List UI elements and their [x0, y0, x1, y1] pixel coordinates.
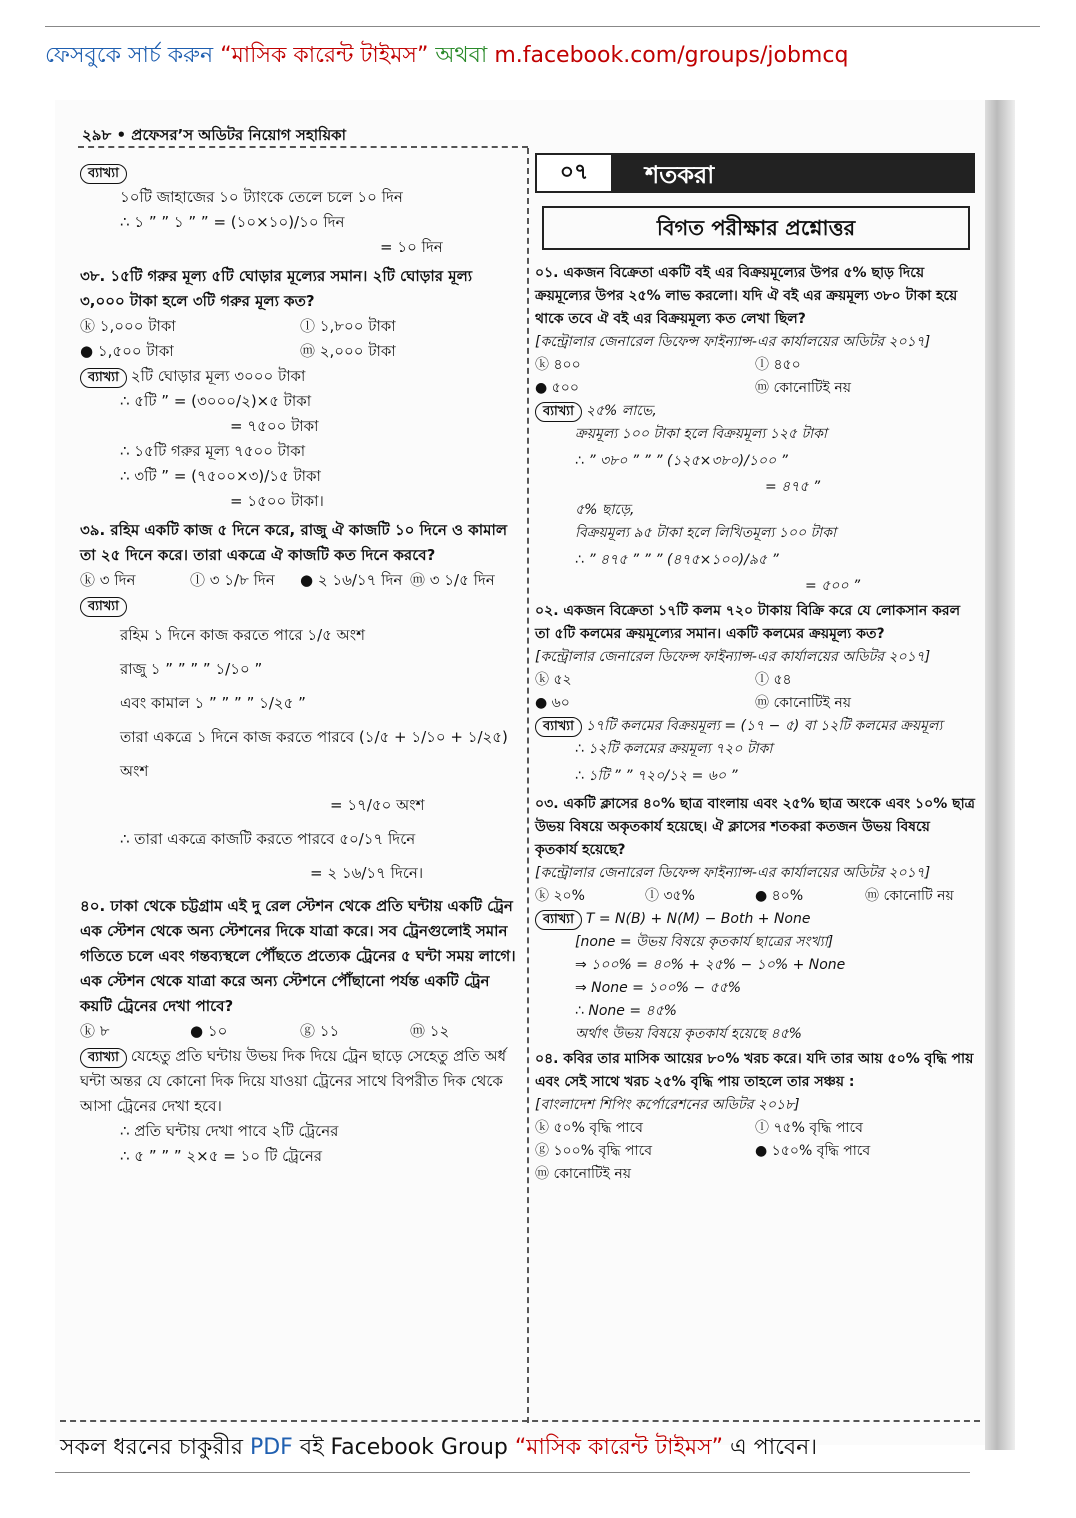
option[interactable]: ⓜ ১২ [410, 1022, 450, 1040]
explanation-label: ব্যাখ্যা [80, 597, 127, 617]
solution-line: T = N(B) + N(M) − Both + None [585, 911, 811, 927]
chapter-number: ০৭ [535, 153, 613, 193]
solution-line: ∴ ৫টি ” = (৩০০০/২)×৫ টাকা [120, 392, 312, 410]
options-01 [535, 354, 975, 400]
options-40 [80, 1019, 520, 1044]
option-correct[interactable]: ● ৫০০ [535, 380, 579, 396]
banner-text-1: ফেসবুকে সার্চ করুন [45, 43, 214, 68]
option[interactable]: ⓚ ১,০০০ টাকা [80, 317, 176, 335]
solution-line: এবং কামাল ১ ” ” ” ” ১/২৫ ” [120, 694, 306, 712]
solution-line: = ৫০০ ” [805, 578, 861, 594]
top-rule [45, 26, 1040, 27]
solution-line: তারা একত্রে ১ দিনে কাজ করতে পারবে (১/৫ + ১/১০ + ১/২৫) অংশ [120, 728, 508, 780]
option-correct[interactable]: ● ২ ১৬/১৭ দিন [300, 571, 403, 589]
header-dashed-rule [78, 146, 528, 148]
question-source: [বাংলাদেশ শিপিং কর্পোরেশনের অডিটর ২০১৮] [535, 1097, 800, 1113]
solution-line: রহিম ১ দিনে কাজ করতে পারে ১/৫ অংশ [120, 626, 365, 644]
solution-line: ২৫% লাভে, [585, 403, 657, 419]
option[interactable]: ⓖ ১১ [300, 1022, 340, 1040]
option[interactable]: ⓚ ২০% [535, 888, 585, 904]
question-04: ০৪. কবির তার মাসিক আয়ের ৮০% খরচ করে। যদি তার আয় ৫০% বৃদ্ধি পায় এবং সেই সাথে খরচ ২৫% বৃদ্ধি পায় তাহলে তার সঞ্চয় : [535, 1051, 974, 1090]
solution-line: বিক্রয়মূল্য ৯৫ টাকা হলে লিখিতমূল্য ১০০ টাকা [575, 525, 837, 541]
solution-line: ⇒ None = ১০০% − ৫৫% [575, 980, 742, 996]
left-column [80, 160, 520, 1169]
chapter-heading [535, 153, 975, 193]
option[interactable]: ⓜ ৩ ১/৫ দিন [410, 571, 495, 589]
section-title: বিগত পরীক্ষার প্রশ্নোত্তর [542, 206, 970, 250]
solution-line: = ২ ১৬/১৭ দিনে। [310, 864, 424, 882]
explanation-label: ব্যাখ্যা [535, 717, 582, 737]
question-03: ০৩. একটি ক্লাসের ৪০% ছাত্র বাংলায় এবং ২৫% ছাত্র অংকে এবং ১০% ছাত্র উভয় বিষয়ে অকৃতকার্য হয়েছে। ঐ ক্লাসের শতকরা কতজন উভয় বিষয়ে কৃতকার্য হয়েছে? [535, 796, 975, 858]
explanation-label: ব্যাখ্যা [80, 368, 127, 388]
option[interactable]: ⓛ ৩৫% [645, 888, 695, 904]
solution-line: ∴ ১২টি কলমের ক্রয়মূল্য ৭২০ টাকা [575, 741, 773, 757]
intro-line-1: ১০টি জাহাজের ১০ ট্যাংকে তেলে চলে ১০ দিন [120, 188, 403, 206]
banner-text-2: “মাসিক কারেন্ট টাইমস” [220, 43, 429, 68]
footer-text-1: সকল ধরনের চাকুরীর [60, 1435, 243, 1460]
banner-link[interactable]: m.facebook.com/groups/jobmcq [494, 43, 849, 68]
option[interactable]: ⓖ ১০০% বৃদ্ধি পাবে [535, 1143, 652, 1159]
intro-line-3: = ১০ দিন [380, 238, 443, 256]
solution-line: ∴ ” ৪৭৫ ” ” ” (৪৭৫×১০০)/৯৫ ” [575, 552, 779, 568]
options-38 [80, 314, 520, 364]
solution-line: ∴ ” ৩৮০ ” ” ” (১২৫×৩৮০)/১০০ ” [575, 453, 788, 469]
explanation-label: ব্যাখ্যা [80, 164, 127, 184]
solution-line: ∴ প্রতি ঘন্টায় দেখা পাবে ২টি ট্রেনের [120, 1122, 339, 1140]
banner-text-3: অথবা [435, 43, 488, 68]
solution-line: = ১৫০০ টাকা। [230, 492, 324, 510]
question-source: [কন্ট্রোলার জেনারেল ডিফেন্স ফাইন্যান্স-এর কার্যালয়ের অডিটর ২০১৭] [535, 649, 931, 665]
option-correct[interactable]: ● ১৫০% বৃদ্ধি পাবে [755, 1143, 871, 1159]
solution-line: ৫% ছাড়ে, [575, 502, 635, 518]
option[interactable]: ⓛ ৫৪ [755, 672, 792, 688]
option[interactable]: ⓛ ৭৫% বৃদ্ধি পাবে [755, 1120, 863, 1136]
page-running-header: ২৯৮ • প্রফেসর’স অডিটর নিয়োগ সহায়িকা [82, 126, 347, 144]
question-01: ০১. একজন বিক্রেতা একটি বই এর বিক্রয়মূল্যের উপর ৫% ছাড় দিয়ে ক্রয়মূল্যের উপর ২৫% লাভ করলো। যদি ঐ বই এর ক্রয়মূল্য ৩৮০ টাকা হয়ে থাকে তবে ঐ বই এর বিক্রয়মূল্য কত লেখা ছিল? [535, 265, 958, 327]
footer-text-2: PDF [249, 1435, 293, 1460]
explanation-label: ব্যাখ্যা [535, 402, 582, 422]
solution-line: ক্রয়মূল্য ১০০ টাকা হলে বিক্রয়মূল্য ১২৫ টাকা [575, 426, 827, 442]
bottom-rule [55, 1472, 970, 1473]
promo-footer [60, 1430, 817, 1467]
option[interactable]: ⓚ ৫২ [535, 672, 572, 688]
footer-text-3: বই Facebook Group [299, 1435, 508, 1460]
question-source: [কন্ট্রোলার জেনারেল ডিফেন্স ফাইন্যান্স-এর কার্যালয়ের অডিটর ২০১৭] [535, 334, 931, 350]
option[interactable]: ⓜ কোনোটি নয় [865, 888, 954, 904]
bottom-dashed-rule [60, 1420, 980, 1422]
solution-line: রাজু ১ ” ” ” ” ১/১০ ” [120, 660, 263, 678]
solution-line: অর্থাৎ উভয় বিষয়ে কৃতকার্য হয়েছে ৪৫% [575, 1026, 802, 1042]
question-39: ৩৯. রহিম একটি কাজ ৫ দিনে করে, রাজু ঐ কাজটি ১০ দিনে ও কামাল তা ২৫ দিনে করে। তারা একত্রে ঐ কাজটি কত দিনে করবে? [80, 521, 507, 564]
option[interactable]: ⓚ ৪০০ [535, 357, 581, 373]
solution-line: ১৭টি কলমের বিক্রয়মূল্য = (১৭ − ৫) বা ১২টি কলমের ক্রয়মূল্য [585, 718, 943, 734]
explanation-label: ব্যাখ্যা [80, 1048, 127, 1068]
solution-line: ∴ ১৫টি গরুর মূল্য ৭৫০০ টাকা [120, 442, 306, 460]
option-correct[interactable]: ● ১,৫০০ টাকা [80, 342, 174, 360]
solution-line: ∴ তারা একত্রে কাজটি করতে পারবে ৫০/১৭ দিনে [120, 830, 416, 848]
option-correct[interactable]: ● ৪০% [755, 888, 804, 904]
solution-line: = ১৭/৫০ অংশ [330, 796, 425, 814]
solution-line: ∴ ৩টি ” = (৭৫০০×৩)/১৫ টাকা [120, 467, 321, 485]
solution-line: ∴ None = ৪৫% [575, 1003, 677, 1019]
solution-line: ∴ ৫ ” ” ” ২×৫ = ১০ টি ট্রেনের [120, 1147, 323, 1165]
options-02 [535, 669, 975, 715]
option[interactable]: ⓛ ১,৮০০ টাকা [300, 317, 396, 335]
option[interactable]: ⓛ ৩ ১/৮ দিন [190, 571, 275, 589]
options-04 [535, 1117, 975, 1186]
book-spine-edge [985, 100, 1015, 1450]
right-column [535, 262, 975, 1186]
solution-line: = ৪৭৫ ” [765, 479, 821, 495]
footer-text-4: “মাসিক কারেন্ট টাইমস” [514, 1435, 724, 1460]
option[interactable]: ⓜ কোনোটিই নয় [755, 695, 851, 711]
intro-line-2: ∴ ১ ” ” ১ ” ” = (১০×১০)/১০ দিন [120, 213, 345, 231]
option-correct[interactable]: ● ৬০ [535, 695, 570, 711]
question-source: [কন্ট্রোলার জেনারেল ডিফেন্স ফাইন্যান্স-এর কার্যালয়ের অডিটর ২০১৭] [535, 865, 931, 881]
explanation-label: ব্যাখ্যা [535, 910, 582, 930]
solution-line: ২টি ঘোড়ার মূল্য ৩০০০ টাকা [130, 367, 306, 385]
footer-text-5: এ পাবেন। [730, 1435, 818, 1460]
question-02: ০২. একজন বিক্রেতা ১৭টি কলম ৭২০ টাকায় বিক্রি করে যে লোকসান করল তা ৫টি কলমের ক্রয়মূল্যের সমান। একটি কলমের ক্রয়মূল্য কত? [535, 603, 961, 642]
solution-line: = ৭৫০০ টাকা [230, 417, 319, 435]
solution-line: ⇒ ১০০% = ৪০% + ২৫% − ১০% + None [575, 957, 846, 973]
promo-banner [45, 38, 848, 75]
option[interactable]: ⓚ ৩ দিন [80, 571, 136, 589]
option[interactable]: ⓜ কোনোটিই নয় [535, 1166, 631, 1182]
chapter-title: শতকরা [645, 161, 715, 189]
options-03 [535, 885, 975, 908]
solution-line: যেহেতু প্রতি ঘন্টায় উভয় দিক দিয়ে ট্রেন ছাড়ে সেহেতু প্রতি অর্ধ ঘন্টা অন্তর যে কোনো দিক দিয়ে যাওয়া ট্রেনের সাথে বিপরীত দিক থেকে আসা ট্রেনের দেখা হবে। [80, 1047, 506, 1115]
option-correct[interactable]: ● ১০ [190, 1022, 228, 1040]
options-39 [80, 568, 520, 593]
solution-line: ∴ ১টি ” ” ৭২০/১২ = ৬০ ” [575, 768, 738, 784]
question-38: ৩৮. ১৫টি গরুর মূল্য ৫টি ঘোড়ার মূল্যের সমান। ২টি ঘোড়ার মূল্য ৩,০০০ টাকা হলে ৩টি গরুর মূল্য কত? [80, 267, 473, 310]
column-divider [527, 148, 529, 1423]
option[interactable]: ⓛ ৪৫০ [755, 357, 801, 373]
question-40: ৪০. ঢাকা থেকে চট্টগ্রাম এই দু রেল স্টেশন থেকে প্রতি ঘন্টায় একটি ট্রেন এক স্টেশন থেকে অন্য স্টেশনের দিকে যাত্রা করে। সব ট্রেনগুলোই সমান গতিতে চলে এবং গন্তব্যস্থলে পৌঁছতে প্রত্যেক ট্রেনের ৫ ঘন্টা সময় লাগে। এক স্টেশন থেকে যাত্রা করে অন্য স্টেশনে পৌঁছানো পর্যন্ত একটি ট্রেন কয়টি ট্রেনের দেখা পাবে? [80, 897, 516, 1015]
option[interactable]: ⓜ কোনোটিই নয় [755, 380, 851, 396]
option[interactable]: ⓚ ৫০% বৃদ্ধি পাবে [535, 1120, 643, 1136]
option[interactable]: ⓚ ৮ [80, 1022, 110, 1040]
solution-line: [none = উভয় বিষয়ে কৃতকার্য ছাত্রের সংখ্যা] [575, 934, 834, 950]
option[interactable]: ⓜ ২,০০০ টাকা [300, 342, 396, 360]
